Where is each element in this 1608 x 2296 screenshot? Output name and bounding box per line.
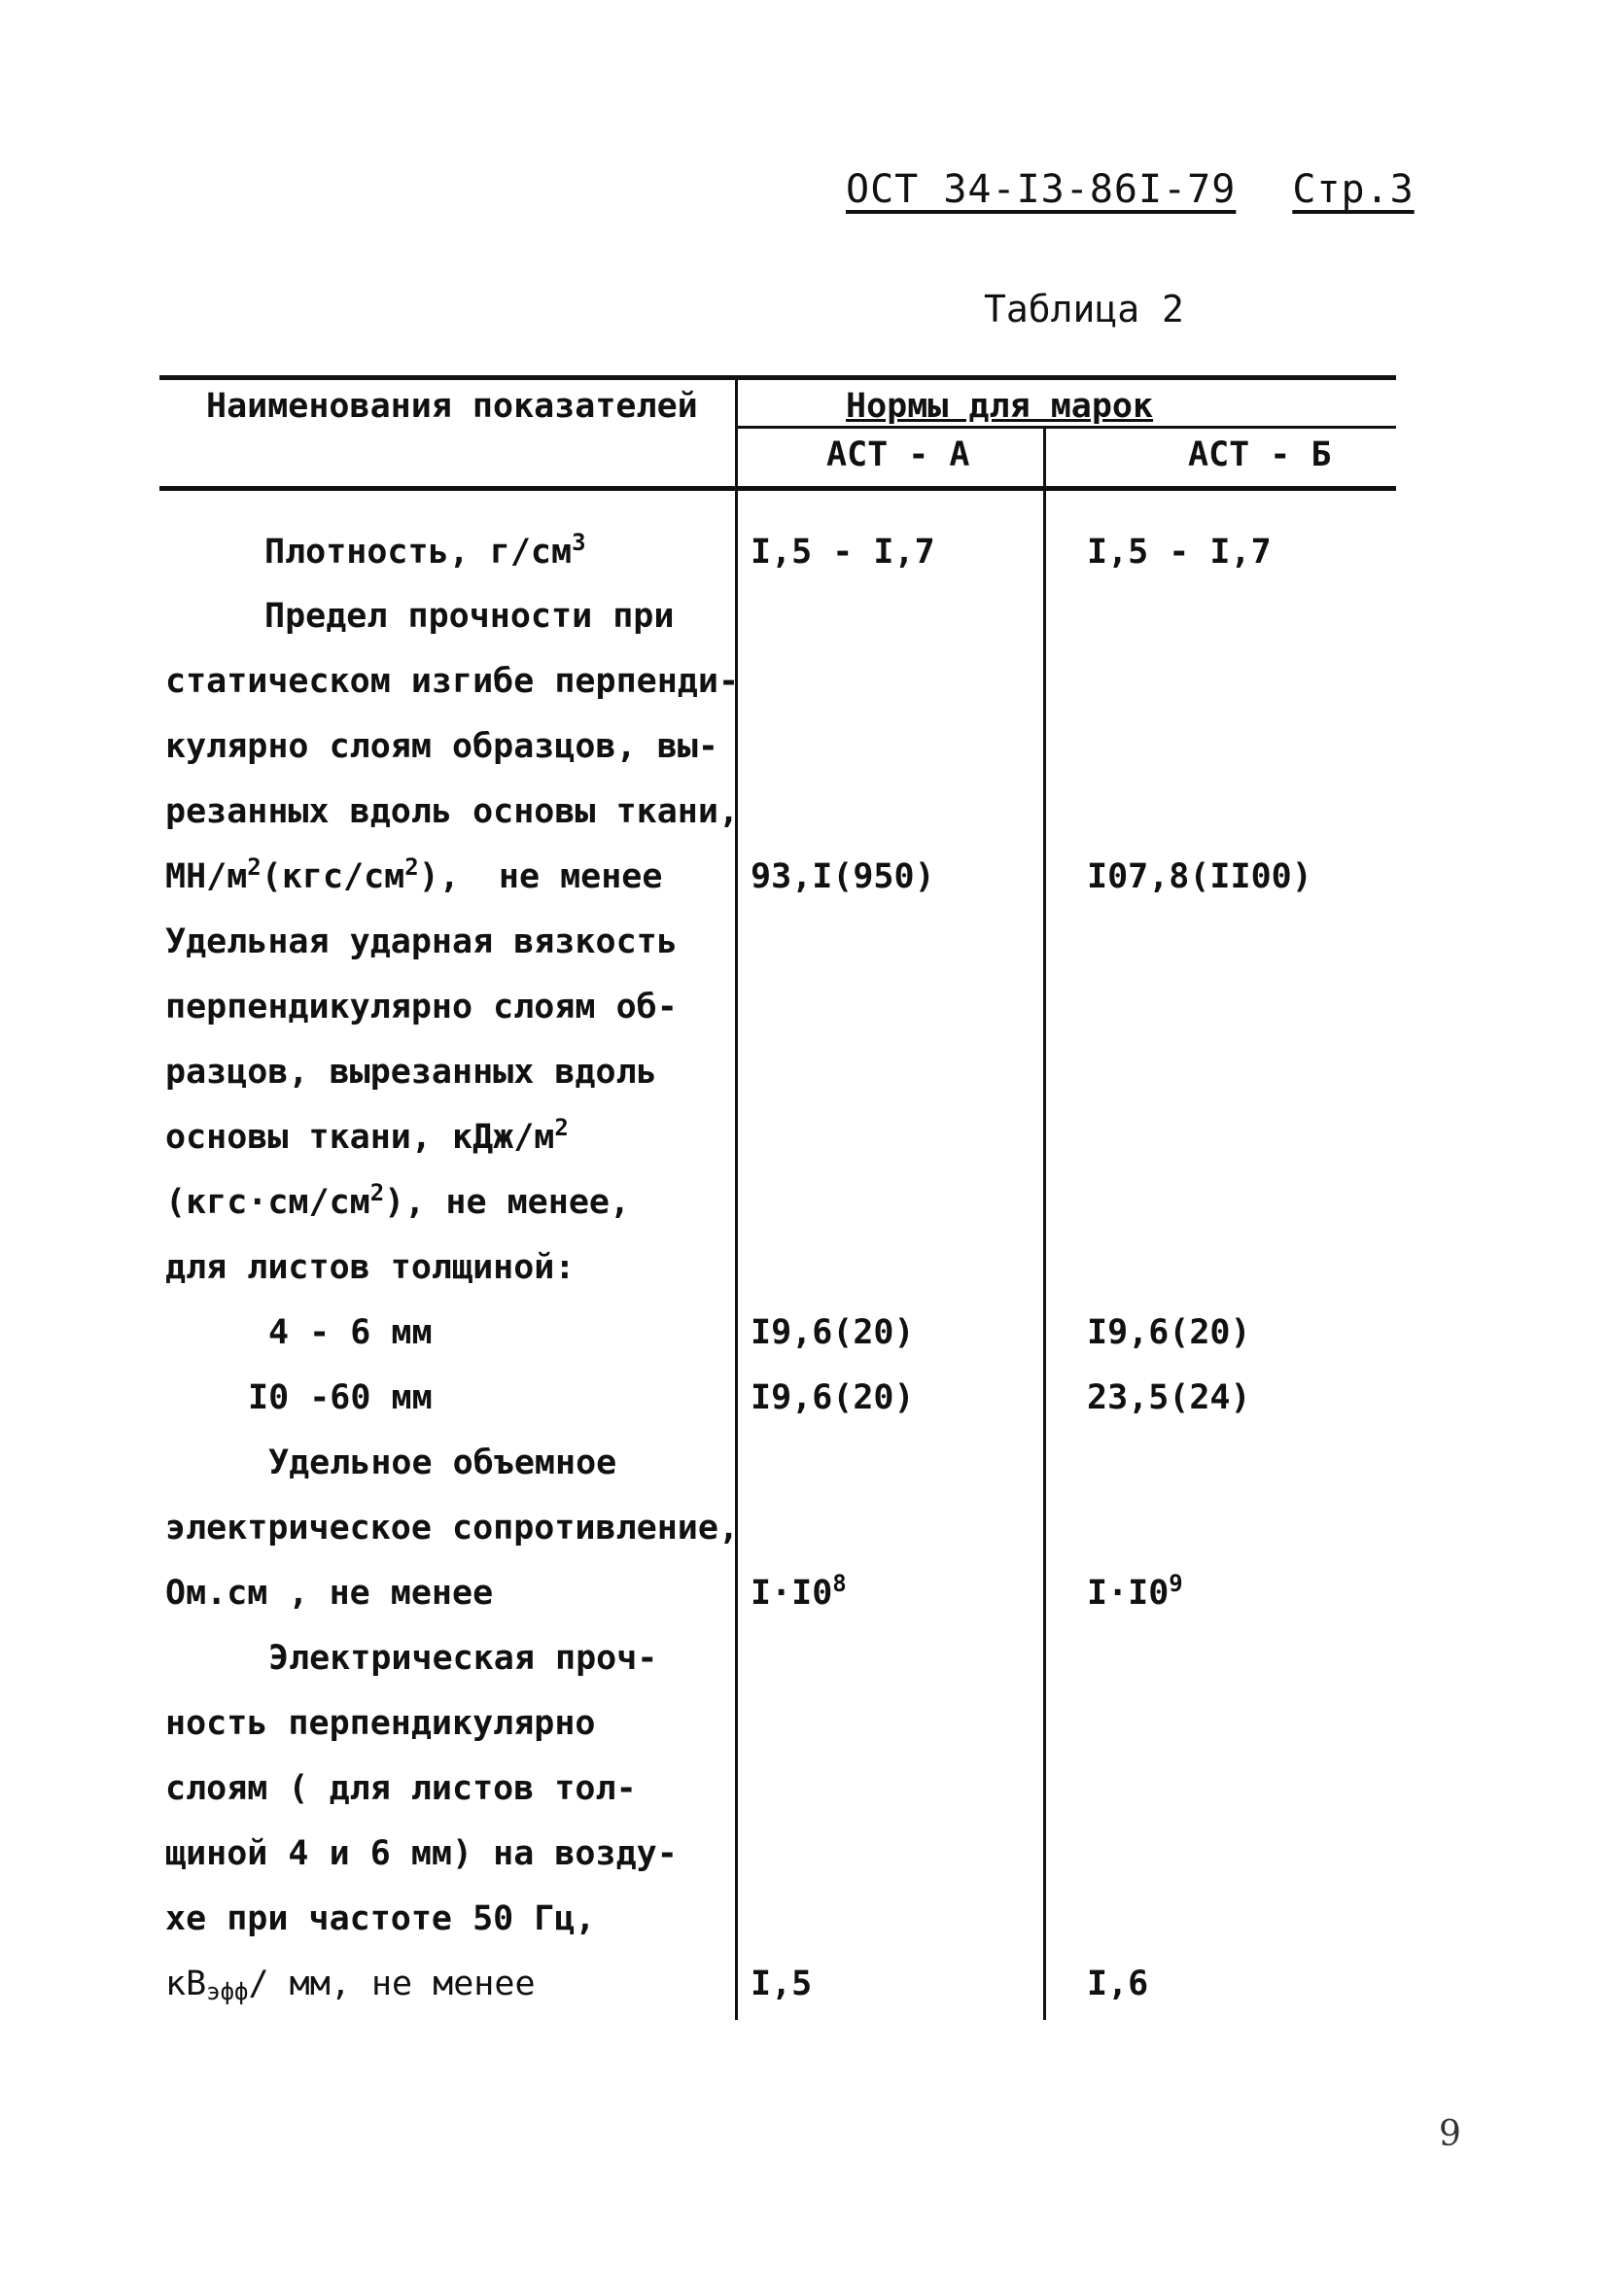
- impact-line-4: основы ткани, кДж/$м^2$: [165, 1114, 569, 1157]
- density-label: Плотность, $г/см^3$: [264, 529, 586, 572]
- resistivity-line-2: электрическое сопротивление,: [165, 1509, 740, 1548]
- impact-row2-label: I0 -60 мм: [248, 1378, 433, 1417]
- impact-row1-value-a: I9,6(20): [751, 1313, 915, 1352]
- document-header: [846, 167, 1415, 212]
- header-bottom-rule: [159, 486, 1396, 491]
- dielectric-line-6: $кВ_{эфф}/$ мм, не менее: [165, 1965, 536, 2005]
- strength-line-3: кулярно слоям образцов, вы-: [165, 727, 718, 766]
- impact-row1-label: 4 - 6 мм: [268, 1313, 433, 1352]
- column-divider-2-body: [1043, 491, 1046, 2020]
- density-value-b: I,5 - I,7: [1087, 533, 1272, 572]
- density-value-a: I,5 - I,7: [751, 533, 935, 572]
- dielectric-value-a: I,5: [751, 1965, 813, 2003]
- page-label: Стр.3: [1292, 167, 1415, 212]
- strength-value-b: I07,8(II00): [1087, 857, 1312, 896]
- grade-a-header: АСТ - А: [826, 435, 970, 474]
- strength-line-5: $МН/м^2(кгс/см^2)$, не менее: [165, 853, 663, 896]
- impact-row1-value-b: I9,6(20): [1087, 1313, 1251, 1352]
- dielectric-line-5: хе при частоте 50 Гц,: [165, 1899, 596, 1938]
- strength-line-2: статическом изгибе перпенди-: [165, 662, 740, 701]
- strength-value-a: 93,I(950): [751, 857, 935, 896]
- doc-code: ОСТ 34-I3-86I-79: [846, 167, 1237, 212]
- impact-line-6: для листов толщиной:: [165, 1248, 576, 1287]
- impact-row2-value-b: 23,5(24): [1087, 1378, 1251, 1417]
- strength-line-1: Предел прочности при: [264, 597, 675, 636]
- impact-line-5: $(кгс\cdot см/см^2)$, не менее,: [165, 1179, 631, 1222]
- strength-line-4: резанных вдоль основы ткани,: [165, 792, 740, 831]
- resistivity-line-1: Удельное объемное: [268, 1444, 617, 1482]
- dielectric-line-4: щиной 4 и 6 мм) на возду-: [165, 1834, 678, 1873]
- dielectric-line-1: Электрическая проч-: [268, 1639, 658, 1678]
- dielectric-value-b: I,6: [1087, 1965, 1149, 2003]
- impact-line-1: Удельная ударная вязкость: [165, 922, 678, 961]
- table-caption: Таблица 2: [984, 288, 1184, 330]
- impact-row2-value-a: I9,6(20): [751, 1378, 915, 1417]
- column-divider-1: [735, 377, 738, 2020]
- dielectric-line-3: слоям ( для листов тол-: [165, 1769, 637, 1808]
- page-number: 9: [1439, 2114, 1461, 2154]
- resistivity-line-3: Ом.см , не менее: [165, 1574, 494, 1613]
- param-column-header: Наименования показателей: [206, 387, 698, 426]
- table-top-rule: [159, 375, 1396, 380]
- impact-line-3: разцов, вырезанных вдоль: [165, 1053, 657, 1092]
- grade-b-header: АСТ - Б: [1188, 435, 1332, 474]
- column-divider-2: [1043, 428, 1046, 488]
- resistivity-value-a: $I\cdot I0^8$: [751, 1570, 847, 1613]
- norms-column-header: Нормы для марок: [846, 387, 1154, 426]
- resistivity-value-b: $I\cdot I0^9$: [1087, 1570, 1183, 1613]
- impact-line-2: перпендикулярно слоям об-: [165, 988, 678, 1026]
- dielectric-line-2: ность перпендикулярно: [165, 1704, 596, 1743]
